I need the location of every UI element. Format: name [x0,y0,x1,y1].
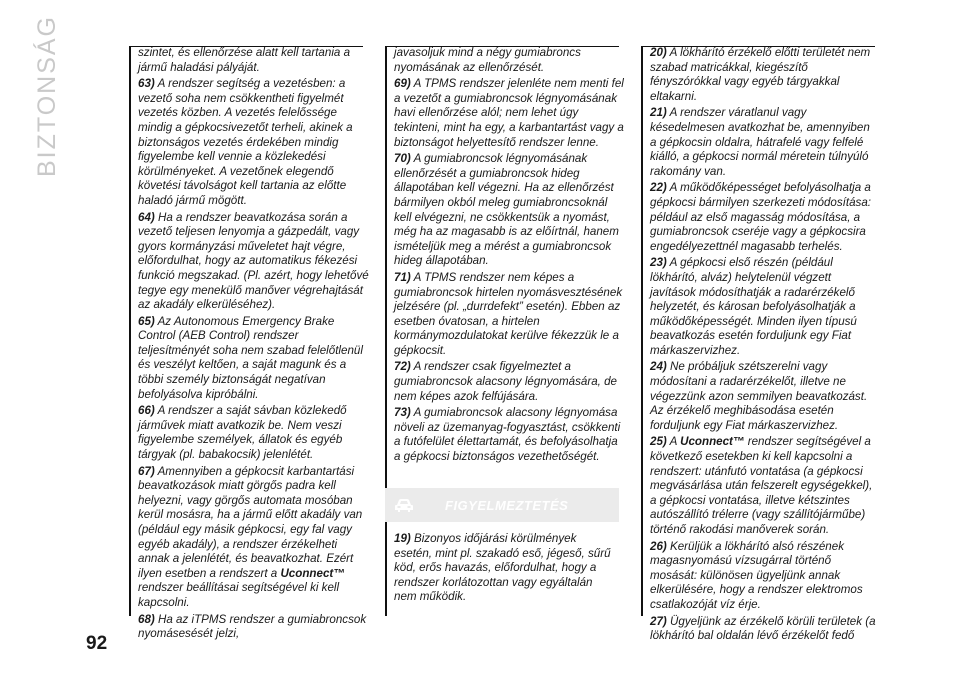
note-text: javasoljuk mind a négy gumiabroncs nyomásának az ellenőrzését. [394,46,581,74]
note-number: 23) [650,256,667,270]
note-paragraph [650,360,876,433]
note-paragraph [138,613,370,642]
note-number: 65) [138,314,155,328]
note-paragraph [394,46,626,75]
note-text: Ha az iTPMS rendszer a gumiabroncsok nyomásesését jelzi, [138,612,367,641]
warning-note-text: Bizonyos időjárási körülmények esetén, mint pl. szakadó eső, jégeső, sűrű köd, erős havazás, előfordulhat, hogy a rendszer korlátozottan vagy egyáltalán nem működik. [394,532,611,604]
note-text: Ne próbáljuk szétszerelni vagy módosítani a radarérzékelőt, illetve ne végezzünk azon semmilyen beavatkozást. Az érzékelő meghibásodása esetén forduljunk egy Fiat márkaszervizhez. [650,360,868,432]
note-text: A gumiabroncsok alacsony légnyomása növeli az üzemanyag-fogyasztást, csökkenti a futófelület élettartamát, és befolyásolhatja a gépkocsi biztonságos vezethetőségét. [394,406,621,464]
note-paragraph [394,360,626,404]
note-text: A rendszer segítség a vezetésben: a vezető soha nem csökkentheti figyelmét vezetés közben. A vezetés felelőssége mindig a gépkocsivezetőt terheli, akinek a biztonságos vezetés érdekében mindig figyelembe kell vennie a közlekedési körülményeket. A vezetőnek elegendő követési távolságot kell tartania az előtte haladó jármű mögött. [138,77,353,207]
column-3-left-rule [641,46,643,616]
warning-body [394,532,614,605]
note-paragraph [138,46,370,75]
page-number: 92 [86,633,108,654]
note-number: 66) [138,404,155,418]
note-text: A lökhárító érzékelő előtti területét nem szabad matricákkal, kiegészítő fényszórókkal vagy egyéb tárgyakkal eltakarni. [650,46,871,103]
note-text: szintet, és ellenőrzése alatt kell tartania a jármű haladási pályáját. [138,46,351,74]
warning-header [385,488,619,522]
note-text: Kerüljük a lökhárító alsó részének magasnyomású vízsugárral történő mosását: különösen ügyeljünk annak elkerülésére, hogy a rendszer elektromos csatlakozóját víz érje. [650,539,863,611]
column-1-left-rule [129,46,131,616]
note-paragraph [650,615,876,644]
warning-note-number: 19) [394,532,411,545]
note-text: Ha a rendszer beavatkozása során a vezető teljesen lenyomja a gázpedált, vagy gyors kormányzási műveletet hajt végre, előfordulhat, hogy az automatikus fékezési funkció megszakad. (Pl. azért, hogy lehetővé tegye egy menekülő manőver végrehajtását az akadály elkerüléséhez). [138,210,369,312]
note-number: 63) [138,77,155,91]
note-paragraph [138,211,370,313]
column-2 [394,46,626,467]
note-number: 72) [394,360,411,374]
column-3 [650,46,876,646]
note-number: 27) [650,614,667,628]
note-text: A rendszer a saját sávban közlekedő járművek miatt avatkozik be. Nem veszi figyelembe személyek, állatok és egyéb tárgyak (pl. babakocsik) jelenlétét. [138,404,347,462]
note-number: 20) [650,46,667,59]
note-text: Ügyeljünk az érzékelő körüli területek (a lökhárító bal oldalán lévő érzékelőt fedő [650,614,876,643]
car-warning-icon [393,494,415,516]
note-paragraph [650,106,876,179]
note-text: Az Autonomous Emergency Brake Control (AEB Control) rendszer teljesítményét soha nem szabad felelőtlenül és veszélyt keltően, a saját magunk és a többi személy biztonságát negatívan befolyásolva kipróbálni. [138,314,363,401]
note-paragraph [138,77,370,208]
column-1 [138,46,370,644]
note-number: 73) [394,406,411,420]
note-number: 69) [394,77,411,91]
note-paragraph [650,435,876,537]
note-paragraph [394,77,626,150]
note-text: rendszer segítségével a következő esetekben ki kell kapcsolni a rendszert: utánfutó vontatása (a gépkocsi megvásárlása után felszerelt egységekkel), a gépkocsi vontatása, illetve kétszintes autószállító trélerre (vagy szállítójárműbe) történő rakodási manőverek során. [650,435,873,536]
note-number: 26) [650,539,667,553]
note-number: 67) [138,464,155,478]
column-2-left-rule [385,46,387,616]
note-paragraph [138,404,370,462]
note-text: A működőképességet befolyásolhatja a gépkocsi bármilyen szerkezeti módosítása: például az első magasság módosítása, a gumiabroncsok cseréje vagy a gépkocsira engedélyezettnél magasabb terhelés. [650,181,872,253]
note-number: 68) [138,612,155,626]
note-text: A gumiabroncsok légnyomásának ellenőrzését a gumiabroncsok hideg állapotában kell végezni. Ha az ellenőrzést bármilyen okból meleg gumiabroncsoknál kell elvégezni, ne csökkentsük a nyomást, még ha az magasabb is az előírtnál, hanem ismételjük meg a mérést a gumiabroncsok hideg állapotában. [394,152,619,268]
note-number: 24) [650,360,667,374]
note-paragraph [650,540,876,613]
uconnect-brand: Uconnect™ [280,566,345,580]
section-title: BIZTONSÁG [33,14,61,177]
note-text: rendszer beállításai segítségével ki kell kapcsolni. [138,581,340,609]
note-text: A rendszer váratlanul vagy késedelmesen avatkozhat be, amennyiben a gépkocsin oldalra, hátrafelé vagy felfelé kiálló, a gépkocsi normál méretein túlnyúló rakomány van. [650,106,870,178]
note-text: A [669,435,681,449]
note-text: A TPMS rendszer nem képes a gumiabroncsok hirtelen nyomásvesztésének jelzésére (pl. „durrdefekt” esetén). Ebben az esetben óvatosan, a hirtelen kormánymozdulatokat kerülve fékezzük le a gépkocsit. [394,270,623,357]
note-number: 21) [650,106,667,120]
note-text: A rendszer csak figyelmeztet a gumiabroncsok alacsony légnyomására, de nem képes azok felfújására. [394,360,617,403]
note-paragraph [394,406,626,464]
warning-title: FIGYELMEZTETÉS [445,497,569,513]
note-number: 70) [394,152,411,166]
note-number: 64) [138,210,155,224]
note-text: Amennyiben a gépkocsit karbantartási beavatkozások miatt görgős padra kell helyezni, vagy görgős automata mosóban kerül mosásra, ha a jármű előtt akadály van (például egy másik gépkocsi, egy fal vagy egyéb akadály), a rendszer érzékelheti annak a jelenlétét, és beavatkozhat. Ezért ilyen esetben a rendszert a [138,464,363,580]
note-text: A TPMS rendszer jelenléte nem menti fel a vezetőt a gumiabroncsok légnyomásának havi ellenőrzése alól; nem lehet úgy tekinteni, mint ha egy, a karbantartást vagy a biztonságot helyettesítő rendszer lenne. [394,77,624,149]
note-text: A gépkocsi első részén (például lökhárító, alváz) helytelenül végzett javítások módosíthatják a radarérzékelő helyzetét, és károsan befolyásolhatják a működőképességét. Minden ilyen típusú beavatkozás esetén forduljunk egy Fiat márkaszervizhez. [650,256,857,357]
note-paragraph [138,315,370,403]
note-paragraph [650,46,876,104]
note-paragraph [138,465,370,611]
note-paragraph [394,152,626,269]
note-number: 25) [650,435,667,449]
note-number: 71) [394,270,411,284]
note-number: 22) [650,181,667,195]
note-paragraph [394,271,626,359]
uconnect-brand: Uconnect™ [680,435,745,449]
note-paragraph [650,256,876,358]
note-paragraph [650,181,876,254]
